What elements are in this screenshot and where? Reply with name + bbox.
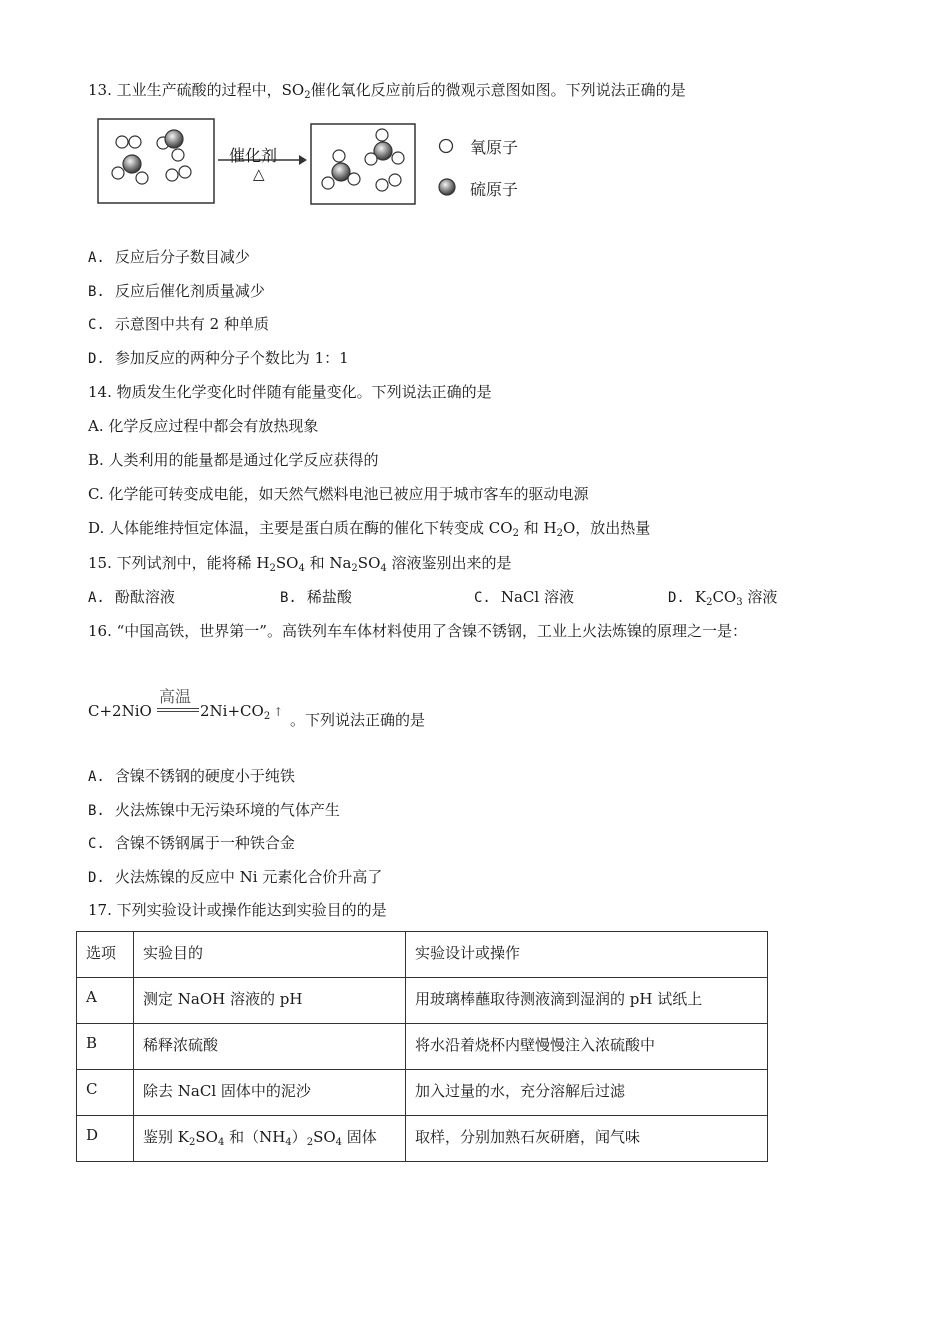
row-option: C <box>77 1070 134 1116</box>
table-row <box>77 978 768 1024</box>
q15-option-b: B. 稀盐酸 <box>280 588 352 606</box>
eq-double-line-bottom <box>157 711 199 712</box>
row-operation: 将水沿着烧杯内壁慢慢注入浓硫酸中 <box>406 1024 768 1070</box>
q17-stem: 17. 下列实验设计或操作能达到实验目的的是 <box>88 901 387 919</box>
table-row <box>77 1116 768 1162</box>
q14-option-a: A. 化学反应过程中都会有放热现象 <box>88 417 319 435</box>
catalyst-label: 催化剂 <box>229 146 278 165</box>
sulfur-atom-icon <box>439 179 455 195</box>
q13-reaction-diagram <box>96 115 536 210</box>
q15-option-c: C. NaCl 溶液 <box>474 588 574 606</box>
eq-reactants: C+2NiO <box>88 702 152 720</box>
q13-option-a: A. 反应后分子数目减少 <box>88 248 250 266</box>
q16-option-c: C. 含镍不锈钢属于一种铁合金 <box>88 834 295 852</box>
row-purpose: 除去 NaCl 固体中的泥沙 <box>134 1070 406 1116</box>
legend-sulfur-label: 硫原子 <box>470 180 519 199</box>
row-purpose: 测定 NaOH 溶液的 pH <box>134 978 406 1024</box>
row-operation: 用玻璃棒蘸取待测液滴到湿润的 pH 试纸上 <box>406 978 768 1024</box>
q13-option-d: D. 参加反应的两种分子个数比为 1：1 <box>88 349 349 367</box>
row-purpose: 稀释浓硫酸 <box>134 1024 406 1070</box>
header-purpose: 实验目的 <box>134 932 406 978</box>
q17-table <box>76 931 768 1162</box>
q16-stem: 16. “中国高铁，世界第一”。高铁列车车体材料使用了含镍不锈钢，工业上火法炼镍的原理之一是： <box>88 622 747 640</box>
header-operation: 实验设计或操作 <box>406 932 768 978</box>
table-row <box>77 1070 768 1116</box>
row-option: B <box>77 1024 134 1070</box>
before-box <box>98 119 214 203</box>
eq-condition: 高温 <box>159 687 192 706</box>
q14-option-b: B. 人类利用的能量都是通过化学反应获得的 <box>88 451 379 469</box>
row-option: D <box>77 1116 134 1162</box>
eq-tail: 。下列说法正确的是 <box>290 711 426 729</box>
eq-double-line-top <box>157 708 199 709</box>
q14-stem: 14. 物质发生化学变化时伴随有能量变化。下列说法正确的是 <box>88 383 492 401</box>
oxygen-atom-icon <box>440 140 453 153</box>
row-operation: 加入过量的水，充分溶解后过滤 <box>406 1070 768 1116</box>
q15-stem: 15. 下列试剂中，能将稀 $H_2SO_4$ 和 $Na_2SO_4$ 溶液鉴别出来的是 <box>88 554 512 574</box>
table-header-row <box>77 932 768 978</box>
q13-option-b: B. 反应后催化剂质量减少 <box>88 282 265 300</box>
row-purpose: 鉴别 $K_2SO_4$ 和$(NH_4)_2SO_4$ 固体 <box>134 1116 406 1162</box>
q15-option-d: D. $K_2CO_3$ 溶液 <box>668 588 778 608</box>
q16-equation <box>88 684 488 729</box>
header-option: 选项 <box>77 932 134 978</box>
q13-stem: 13. 工业生产硫酸的过程中，$SO_2$催化氧化反应前后的微观示意图如图。下列说法正确的是 <box>88 81 686 101</box>
q16-option-b: B. 火法炼镍中无污染环境的气体产生 <box>88 801 340 819</box>
q14-option-d: D. 人体能维持恒定体温，主要是蛋白质在酶的催化下转变成 $CO_2$ 和 $H_2O$，放出热量 <box>88 519 651 539</box>
table-row <box>77 1024 768 1070</box>
row-operation: 取样，分别加熟石灰研磨，闻气味 <box>406 1116 768 1162</box>
eq-products: $2Ni+CO_2$ ↑ <box>200 702 284 722</box>
q14-option-c: C. 化学能可转变成电能，如天然气燃料电池已被应用于城市客车的驱动电源 <box>88 485 589 503</box>
legend-oxygen-label: 氧原子 <box>470 138 519 157</box>
heat-symbol: △ <box>253 165 265 183</box>
row-option: A <box>77 978 134 1024</box>
q16-option-a: A. 含镍不锈钢的硬度小于纯铁 <box>88 767 295 785</box>
q13-option-c: C. 示意图中共有 2 种单质 <box>88 315 269 333</box>
q16-option-d: D. 火法炼镍的反应中 Ni 元素化合价升高了 <box>88 868 383 886</box>
q15-option-a: A. 酚酞溶液 <box>88 588 175 606</box>
